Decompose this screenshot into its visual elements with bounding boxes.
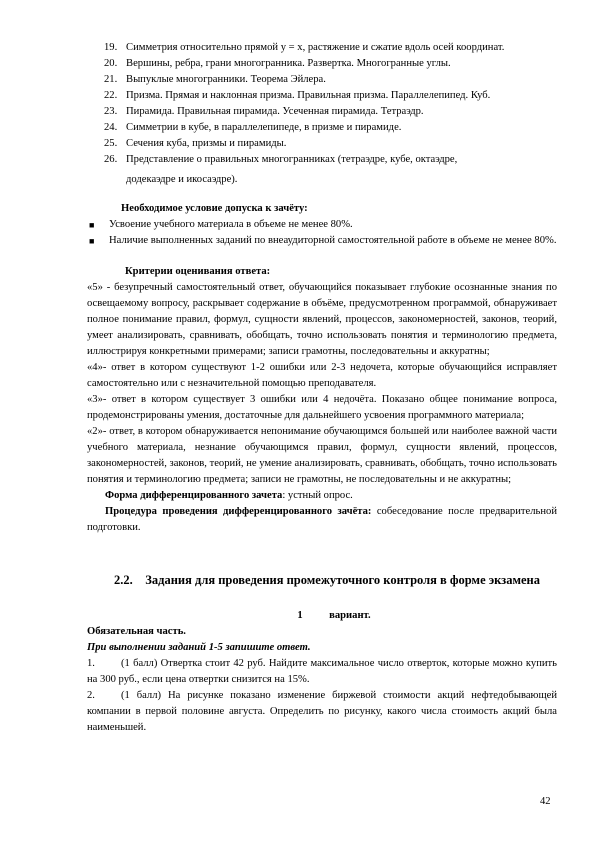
item-text: Симметрии в кубе, в параллелепипеде, в призме и пирамиде. xyxy=(126,122,402,133)
form-label: Форма дифференцированного зачета xyxy=(105,490,283,501)
bullet-icon: ■ xyxy=(89,220,95,230)
criteria-paragraph: «3»- ответ в котором существует 3 ошибки или 4 недочёта. Показано общее понимание вопроса, продемонстрированы умения, достаточные для дальнейшего усвоения программного материала; xyxy=(87,394,557,421)
task-number: 2. xyxy=(87,690,95,701)
admission-title: Необходимое условие допуска к зачёту: xyxy=(121,203,308,214)
criteria-paragraph: «4»- ответ в котором существуют 1-2 ошибки или 2-3 недочета, которые обучающийся исправляет самостоятельно или с незначительной помощью преподавателя. xyxy=(87,362,557,389)
page-number: 42 xyxy=(540,796,551,807)
item-text: Представление о правильных многогранниках (тетраэдре, кубе, октаэдре, xyxy=(126,154,458,165)
procedure-label: Процедура проведения дифференцированного зачёта: xyxy=(105,506,372,517)
item-number: 20. xyxy=(104,58,118,69)
task-item xyxy=(87,688,557,736)
item-text: Усвоение учебного материала в объеме не менее 80%. xyxy=(109,219,353,230)
item-number: 21. xyxy=(104,74,118,85)
variant-heading xyxy=(87,608,557,624)
task-text: (1 балл) На рисунке показано изменение биржевой стоимости акций нефтедобывающей компании в первой половине августа. Определить по рисунку, какого числа стоимость акций была наименьшей. xyxy=(87,690,557,733)
mandatory-heading: Обязательная часть. xyxy=(87,626,186,637)
item-number: 26. xyxy=(104,154,118,165)
item-number: 22. xyxy=(104,90,118,101)
instruction: При выполнении заданий 1-5 запишите ответ. xyxy=(87,642,311,653)
admission-block xyxy=(87,201,557,249)
item-text: додекаэдре и икосаэдре). xyxy=(126,174,238,185)
form-value: : устный опрос. xyxy=(282,490,353,501)
procedure-line xyxy=(87,504,557,536)
variant-line xyxy=(87,608,557,624)
section-number: 2.2. xyxy=(114,573,133,587)
criteria-title: Критерии оценивания ответа: xyxy=(125,266,271,277)
bullet-icon: ■ xyxy=(89,236,95,246)
item-text: Симметрия относительно прямой y = x, растяжение и сжатие вдоль осей координат. xyxy=(126,42,505,53)
section-heading xyxy=(87,571,557,590)
criteria-block xyxy=(87,264,557,536)
variant-number: 1 xyxy=(297,610,303,621)
tasks-block xyxy=(87,624,557,736)
task-number: 1. xyxy=(87,658,95,669)
list-item xyxy=(87,217,557,233)
list-item-continuation xyxy=(104,172,564,188)
list-item xyxy=(87,233,557,249)
item-text: Наличие выполненных заданий по внеаудиторной самостоятельной работе в объеме не менее 80%. xyxy=(109,235,557,246)
item-text: Сечения куба, призмы и пирамиды. xyxy=(126,138,287,149)
item-text: Выпуклые многогранники. Теорема Эйлера. xyxy=(126,74,326,85)
form-line xyxy=(87,488,557,504)
criteria-paragraph: «5» - безупречный самостоятельный ответ, обучающийся показывает глубокие осознанные знания по освещаемому вопросу, раскрывает содержание в объёме, предусмотренном программой, обнаруживает полное понимание правил, формул, сущности явлений, процессов, закономерностей, законов, теорий, умеет анализировать, сравнивать, обобщать, точно использовать понятия и терминологию предмета, иллюстрируя конкретными примерами; записи грамотны, последовательны и аккуратны; xyxy=(87,282,557,357)
topics-list xyxy=(104,40,564,188)
list-item xyxy=(104,104,564,120)
list-item xyxy=(104,56,564,72)
admission-list xyxy=(87,217,557,249)
item-text: Призма. Прямая и наклонная призма. Правильная призма. Параллелепипед. Куб. xyxy=(126,90,491,101)
criteria-paragraph: «2»- ответ, в котором обнаруживается непонимание обучающимся большей или наиболее важной части учебного материала, незнание обучающимся правил, формул, сущности явлений, процессов, закономерностей, законов, теорий, не умение анализировать, сравнивать, обобщать, точно использовать понятия и терминологию предмета; записи не грамотны, не последовательны и не аккуратны; xyxy=(87,426,557,485)
task-item xyxy=(87,656,557,688)
list-item xyxy=(104,72,564,88)
list-item xyxy=(104,120,564,136)
section-title-line xyxy=(87,571,557,590)
item-number: 23. xyxy=(104,106,118,117)
item-number: 25. xyxy=(104,138,118,149)
item-number: 24. xyxy=(104,122,118,133)
list-item xyxy=(104,40,564,56)
item-number: 19. xyxy=(104,42,118,53)
variant-label: вариант. xyxy=(329,610,371,621)
list-item xyxy=(104,152,564,168)
procedure-value: собеседование после предварительной подготовки. xyxy=(87,506,557,533)
item-text: Вершины, ребра, грани многогранника. Развертка. Многогранные углы. xyxy=(126,58,451,69)
list-item xyxy=(104,88,564,104)
item-text: Пирамида. Правильная пирамида. Усеченная пирамида. Тетраэдр. xyxy=(126,106,424,117)
list-item xyxy=(104,136,564,152)
section-title: Задания для проведения промежуточного контроля в форме экзамена xyxy=(145,573,540,587)
task-text: (1 балл) Отвертка стоит 42 руб. Найдите максимальное число отверток, которые можно купить на 300 руб., если цена отвертки снизится на 15%. xyxy=(87,658,557,685)
